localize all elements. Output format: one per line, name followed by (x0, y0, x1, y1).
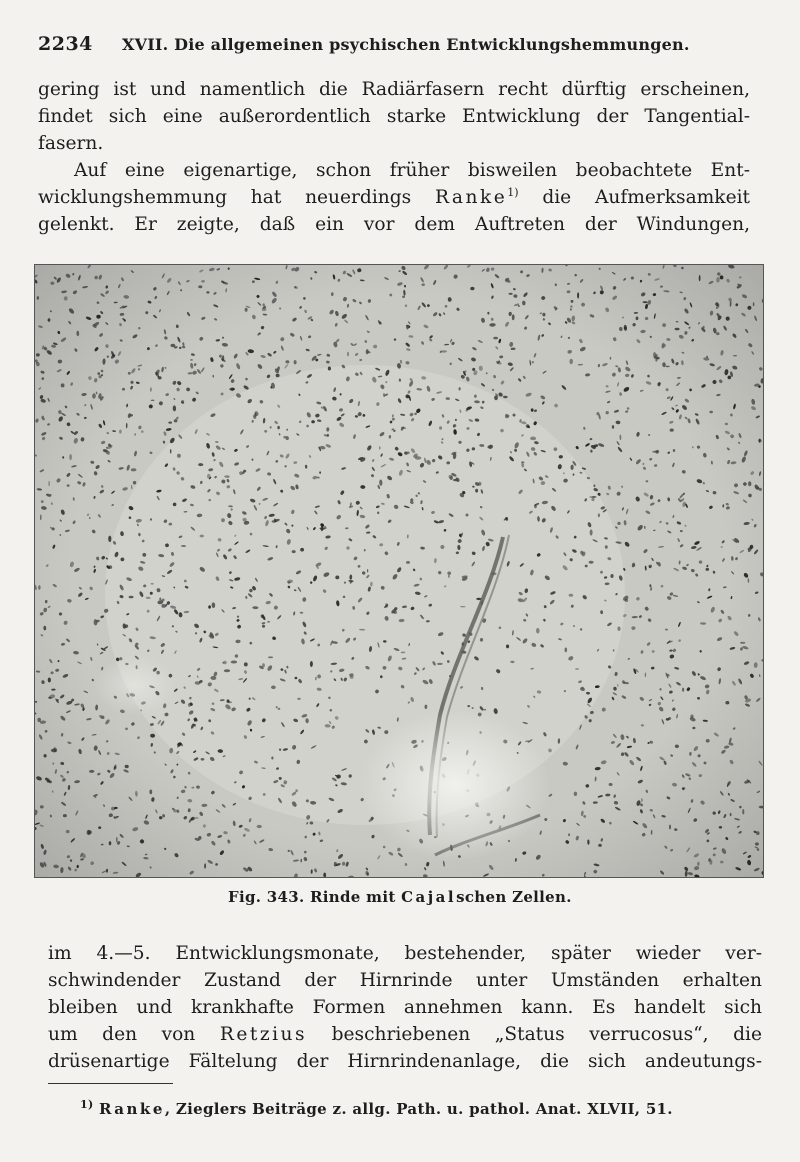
text-line: im 4.—5. Entwicklungsmonate, bestehender, später wieder ver- (48, 943, 762, 964)
text-segment: beschriebenen „Status verrucosus“, die (307, 1024, 762, 1045)
caption-name: Cajal (401, 888, 457, 906)
text-line: Auf eine eigenartige, schon früher bisweilen beobachtete Ent- (74, 160, 750, 181)
text-line: fasern. (38, 133, 104, 154)
running-header (38, 33, 758, 57)
author-name: Retzius (219, 1024, 308, 1045)
footnote (80, 1100, 673, 1118)
cortex-micrograph (35, 265, 763, 877)
footnote-ref: 1) (507, 185, 519, 199)
page-number: 2234 (38, 33, 93, 55)
text-line: schwindender Zustand der Hirnrinde unter Umständen erhalten (48, 970, 762, 991)
figure-caption (228, 888, 572, 906)
micrograph-figure (34, 264, 764, 878)
caption-text: schen Zellen. (456, 888, 572, 906)
text-line: gelenkt. Er zeigte, daß ein vor dem Auftreten der Windungen, (38, 214, 750, 235)
text-line (48, 1021, 762, 1048)
paragraph-bottom (48, 940, 762, 1075)
text-line (38, 184, 750, 211)
text-segment: um den von (48, 1024, 220, 1045)
paragraph-top (38, 76, 750, 238)
chapter-title: XVII. Die allgemeinen psychischen Entwicklungshemmungen. (122, 35, 690, 54)
footnote-author: Ranke (99, 1100, 165, 1118)
text-line: gering ist und namentlich die Radiärfasern recht dürftig erscheinen, (38, 79, 750, 100)
text-line: findet sich eine außerordentlich starke Entwicklung der Tangential- (38, 106, 750, 127)
footnote-rule (48, 1083, 173, 1084)
footnote-marker: 1) (80, 1098, 94, 1111)
text-segment: wicklungshemmung hat neuerdings (38, 187, 435, 208)
author-name: Ranke (434, 187, 508, 208)
footnote-text: , Zieglers Beiträge z. allg. Path. u. pathol. Anat. XLVII, 51. (164, 1100, 673, 1118)
caption-text: Fig. 343. Rinde mit (228, 888, 402, 906)
text-line: bleiben und krankhafte Formen annehmen kann. Es handelt sich (48, 997, 762, 1018)
text-line: drüsenartige Fältelung der Hirnrindenanlage, die sich andeutungs- (48, 1051, 762, 1072)
text-segment: die Aufmerksamkeit (518, 187, 750, 208)
